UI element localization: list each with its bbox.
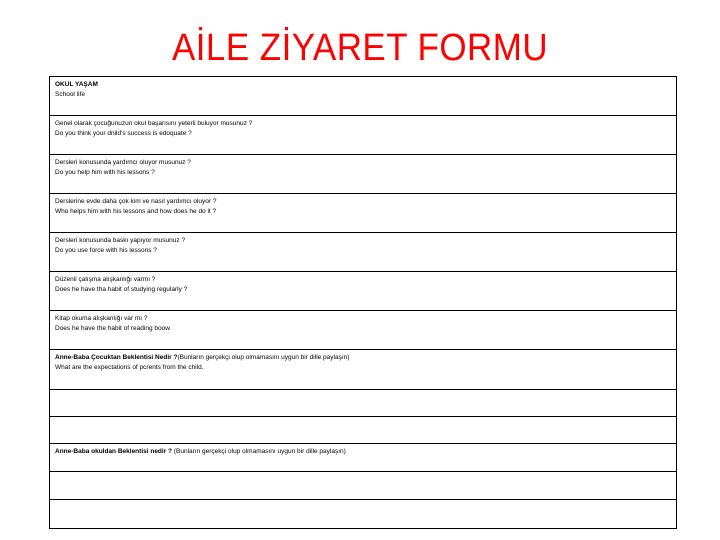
question-tr: Dersleri konusunda baskı yapıyor musunuz ? xyxy=(55,237,186,244)
answer-cell xyxy=(50,500,677,529)
question-tr-note: (Bunların gerçekçi olup olmamasını uygun bir dille paylaşın) xyxy=(177,354,350,361)
answer-cell xyxy=(50,390,677,417)
question-tr-bold: Anne-Baba Çocuktan Beklentisi Nedir ? xyxy=(55,354,178,361)
table-row xyxy=(50,417,677,444)
question-tr: Kitap okuma alışkanlığı var mı ? xyxy=(55,315,148,322)
form-cell-question xyxy=(50,116,677,155)
section-heading-tr: OKUL YAŞAM xyxy=(55,81,98,88)
visit-form-table xyxy=(49,76,677,529)
form-cell-school-expectations xyxy=(50,444,677,472)
question-en: Does he have tha habit of studying regularly ? xyxy=(55,285,188,293)
table-row xyxy=(50,350,677,390)
section-heading-en: School life xyxy=(55,90,85,98)
question-tr: Genel olarak çocuğunuzun okul başarısını yeterli buluyor musunuz ? xyxy=(55,120,253,127)
form-title: AİLE ZİYARET FORMU xyxy=(171,27,549,69)
table-row xyxy=(50,472,677,500)
question-tr: Düzenli çalışma alışkanlığı varmı ? xyxy=(55,276,156,283)
form-cell-question xyxy=(50,233,677,272)
table-row xyxy=(50,155,677,194)
question-en: Do you help him with his lessons ? xyxy=(55,168,155,176)
question-en: Does he have the habit of reading boow xyxy=(55,324,170,332)
form-cell-parent-expectations xyxy=(50,350,677,390)
form-cell-question xyxy=(50,194,677,233)
form-cell-question xyxy=(50,272,677,311)
table-row xyxy=(50,311,677,350)
table-row xyxy=(50,272,677,311)
question-en: Who helps him with his lessons and how does he do it ? xyxy=(55,207,217,215)
table-row xyxy=(50,444,677,472)
table-row xyxy=(50,390,677,417)
question-tr: Derslerine evde daha çok kim ve nasıl yardımcı oluyor ? xyxy=(55,198,217,205)
question-tr-bold: Anne-Baba okuldan Beklentisi nedir ? xyxy=(55,448,173,455)
form-cell-question xyxy=(50,155,677,194)
answer-cell xyxy=(50,417,677,444)
form-cell-question xyxy=(50,311,677,350)
answer-cell xyxy=(50,472,677,500)
question-en: Do you think your dnild's success is edoquate ? xyxy=(55,129,192,137)
question-en: What are the expectations of pcrents from the child. xyxy=(55,363,204,371)
table-row xyxy=(50,194,677,233)
table-row xyxy=(50,77,677,116)
table-row xyxy=(50,500,677,529)
table-row xyxy=(50,233,677,272)
question-en: Do you use force with his lessons ? xyxy=(55,246,157,254)
question-tr: Dersleri konusunda yardımcı oluyor musunuz ? xyxy=(55,159,191,166)
table-row xyxy=(50,116,677,155)
question-tr-note: (Bunların gerçekçi olup olmamasını uygun bir dille paylaşın) xyxy=(172,448,346,455)
form-cell-school-life xyxy=(50,77,677,116)
